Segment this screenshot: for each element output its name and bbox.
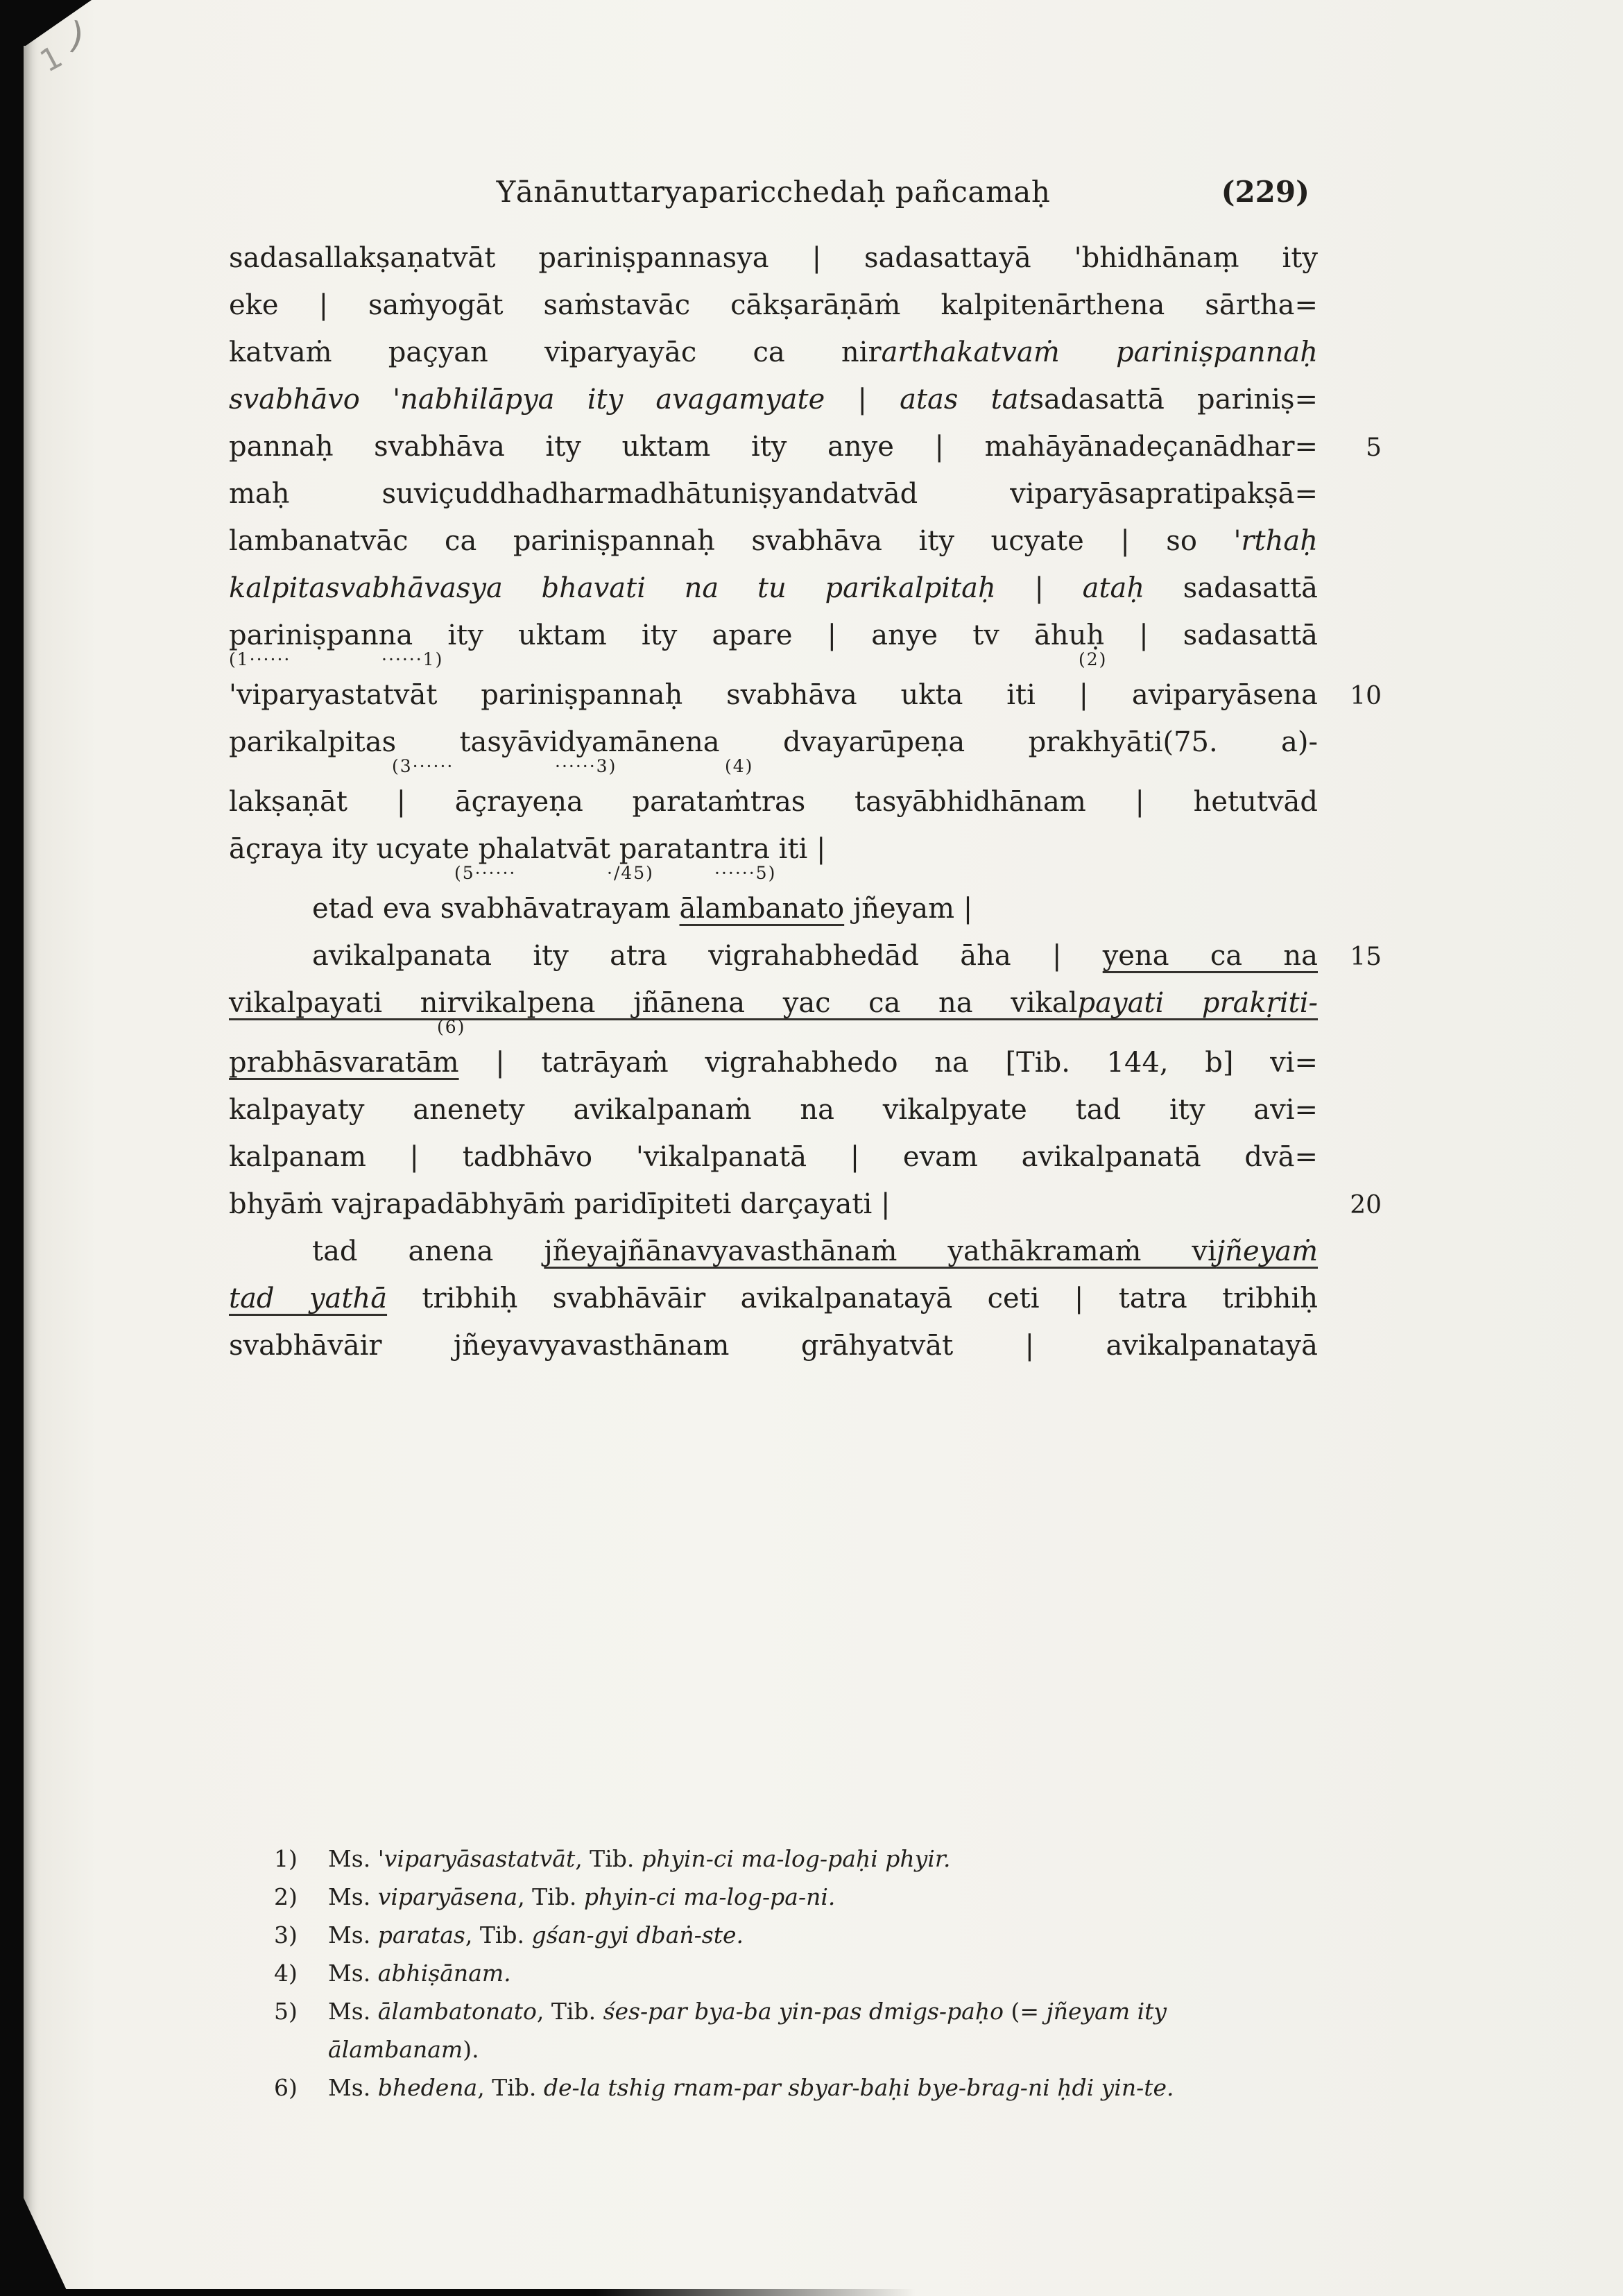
footnote-text (328, 1916, 1300, 1954)
text-segment: Ms. (328, 1883, 378, 1910)
line-number: 5 (1366, 434, 1382, 462)
text-segment: jñeyam | (844, 893, 973, 925)
text-line (229, 1228, 1318, 1275)
pencil-mark: ) (66, 14, 87, 58)
text-segment: bhedena (377, 2074, 478, 2101)
text-segment: eke | saṁyogāt saṁstavāc cākṣarāṇāṁ kalpitenārthena sārtha= (229, 289, 1318, 321)
footnote-number: 3) (274, 1921, 298, 1948)
note-marker: (6) (437, 1017, 466, 1037)
footnote (274, 2068, 1300, 2107)
text-segment: avikalpanata ity atra vigrahabhedād āha | (312, 940, 1103, 972)
text-segment: 'viparyāsastatvāt (377, 1845, 576, 1872)
text-segment: phyin-ci ma-log-pa-ni. (583, 1883, 836, 1910)
text-segment: , Tib. (477, 2074, 544, 2101)
note-marker: (1······ (229, 649, 291, 669)
text-segment: maḥ suviçuddhadharmadhātuniṣyandatvād viparyāsapratipakṣā= (229, 478, 1318, 510)
text-line (229, 1322, 1318, 1369)
text-line (229, 1039, 1318, 1086)
text-segment: sadasallakṣaṇatvāt pariniṣpannasya | sadasattayā 'bhidhānaṃ ity (229, 242, 1318, 274)
text-segment: viparyāsena (377, 1883, 518, 1910)
text-segment: phyin-ci ma-log-paḥi phyir. (641, 1845, 951, 1872)
text-line (229, 517, 1318, 565)
text-segment: tad yathā (229, 1283, 388, 1314)
text-line (229, 376, 1318, 423)
line-number: 10 (1350, 682, 1382, 710)
footnote-number: 2) (274, 1883, 298, 1910)
footnote-text (328, 1840, 1300, 1878)
text-line (229, 885, 1318, 932)
text-segment: katvaṁ paçyan viparyayāc ca nir (229, 336, 882, 368)
annotation-line (229, 1017, 1318, 1040)
text-segment: tribhiḥ svabhāvāir avikalpanatayā ceti | tatra tribhiḥ (387, 1283, 1318, 1314)
text-segment: vikalpayati nirvikalpena jñānena yac ca na vikal (229, 987, 1078, 1019)
text-line (229, 423, 1382, 470)
text-segment: ālambatonato (377, 1998, 537, 2025)
text-segment: pannaḥ svabhāva ity uktam ity anye | mahāyānadeçanādhar= (229, 431, 1318, 463)
footnote (274, 1954, 1300, 1992)
text-segment: | (995, 572, 1083, 604)
page-number: (229) (1221, 175, 1309, 209)
footnote-number: 4) (274, 1960, 298, 1987)
text-segment: , Tib. (517, 1883, 584, 1910)
note-marker: ······3) (555, 756, 617, 776)
text-segment: payati prakṛiti- (1077, 987, 1319, 1019)
text-line (229, 778, 1318, 825)
text-segment: prabhāsvaratām (229, 1047, 459, 1079)
text-line (229, 1133, 1318, 1181)
line-number: 20 (1350, 1191, 1382, 1219)
text-segment: 'rthaḥ (1233, 525, 1318, 557)
text-segment: Ms. (328, 2074, 378, 2101)
text-segment: svabhāvāir jñeyavyavasthānam grāhyatvāt | avikalpanatayā (229, 1330, 1318, 1362)
footnote (274, 1878, 1300, 1916)
scan-edge-bottom-bar (0, 2289, 916, 2296)
footnotes (274, 1840, 1300, 2107)
text-segment: abhiṣānam. (377, 1960, 511, 1987)
text-line (229, 1275, 1318, 1322)
text-segment: jñeyaṁ (1216, 1235, 1318, 1267)
text-segment: sadasattā (1144, 572, 1318, 604)
annotation-line (229, 863, 1318, 886)
note-marker: (4) (725, 756, 754, 776)
text-segment: kalpanam | tadbhāvo 'vikalpanatā | evam avikalpanatā dvā= (229, 1141, 1318, 1173)
text-segment: etad eva svabhāvatrayam (312, 893, 680, 925)
binding-edge (0, 0, 24, 2296)
footnote-text (328, 2068, 1300, 2107)
note-marker: ······5) (714, 863, 777, 883)
footnote-number: 6) (274, 2074, 298, 2101)
text-segment: ālambanato (679, 893, 845, 925)
footnote-number: 5) (274, 1998, 298, 2025)
text-line (229, 329, 1318, 376)
text-line (229, 1181, 1382, 1228)
text-segment: Ms. (328, 1845, 378, 1872)
footnote-text (328, 1954, 1300, 1992)
text-segment: kalpayaty anenety avikalpanaṁ na vikalpyate tad ity avi= (229, 1094, 1318, 1126)
text-segment: Ms. (328, 1960, 378, 1987)
text-segment: parikalpitas tasyāvidyamānena dvayarūpeṇa prakhyāti(75. a)- (229, 726, 1318, 758)
note-marker: ······1) (381, 649, 444, 669)
text-line (229, 282, 1318, 329)
text-segment: Ms. (328, 1921, 378, 1948)
text-segment: śes-par bya-ba yin-pas dmigs-paḥo (603, 1998, 1004, 2025)
text-segment: lakṣaṇāt | āçrayeṇa parataṁtras tasyābhidhānam | hetutvād (229, 786, 1318, 818)
text-segment: ālambanam (328, 2036, 463, 2063)
footnote (274, 1840, 1300, 1878)
footnote-number: 1) (274, 1845, 298, 1872)
text-segment: (= (1003, 1998, 1047, 2025)
annotation-line (229, 649, 1318, 673)
text-segment: jñeyam ity (1046, 1998, 1167, 2025)
text-segment: tad anena (312, 1235, 544, 1267)
text-line (229, 671, 1382, 719)
scan-edge-bottom (0, 2192, 69, 2296)
text-segment: pariniṣpanna ity uktam ity apare | anye tv āhuḥ | sadasattā (229, 619, 1318, 651)
text-segment: de-la tshig rnam-par sbyar-baḥi bye-brag-ni ḥdi yin-te. (543, 2074, 1174, 2101)
page-header (229, 175, 1318, 209)
text-segment: ). (463, 2036, 479, 2063)
text-segment: | tatrāyaṁ vigrahabhedo na [Tib. 144, b] vi= (458, 1047, 1318, 1079)
text-segment: , Tib. (575, 1845, 642, 1872)
text-segment: jñeyajñānavyavasthānaṁ yathākramaṁ vi (544, 1235, 1217, 1267)
text-segment: , Tib. (536, 1998, 603, 2025)
text-segment: gśan-gyi dbaṅ-ste. (531, 1921, 744, 1948)
note-marker: (5······ (454, 863, 517, 883)
text-segment: 'viparyastatvāt pariniṣpannaḥ svabhāva ukta iti | aviparyāsena (229, 679, 1318, 711)
note-marker: ·/45) (607, 863, 654, 883)
footnote-text (328, 1878, 1300, 1916)
note-marker: (2) (1079, 649, 1108, 669)
text-segment: bhyāṁ vajrapadābhyāṁ paridīpiteti darçayati | (229, 1188, 891, 1220)
chapter-title: Yānānuttaryaparicchedaḥ pañcamaḥ (496, 175, 1051, 209)
footnote-text (328, 1992, 1300, 2068)
text-segment: lambanatvāc ca pariniṣpannaḥ svabhāva ity ucyate | so (229, 525, 1234, 557)
line-number: 15 (1350, 943, 1382, 971)
text-line (229, 565, 1318, 612)
text-line (229, 234, 1318, 282)
text-segment: svabhāvo 'nabhilāpya ity avagamyate | atas tat (229, 384, 1030, 415)
text-segment: arthakatvaṁ pariniṣpannaḥ (881, 336, 1318, 368)
text-line (229, 932, 1382, 979)
text-line (229, 1086, 1318, 1133)
text-segment: ataḥ (1082, 572, 1145, 604)
text-segment: āçraya ity ucyate phalatvāt paratantra iti | (229, 833, 826, 865)
body-text (229, 234, 1382, 1369)
footnote (274, 1992, 1300, 2068)
text-segment: paratas (377, 1921, 465, 1948)
footnote (274, 1916, 1300, 1954)
text-segment: Ms. (328, 1998, 378, 2025)
pencil-mark: 1 (34, 39, 69, 80)
text-segment: yena ca na (1102, 940, 1318, 972)
text-segment: , Tib. (465, 1921, 532, 1948)
note-marker: (3······ (392, 756, 454, 776)
text-line (229, 470, 1318, 517)
text-segment: kalpitasvabhāvasya bhavati na tu parikalpitaḥ (229, 572, 996, 604)
annotation-line (229, 756, 1318, 780)
text-segment: sadasattā pariniṣ= (1029, 384, 1318, 415)
